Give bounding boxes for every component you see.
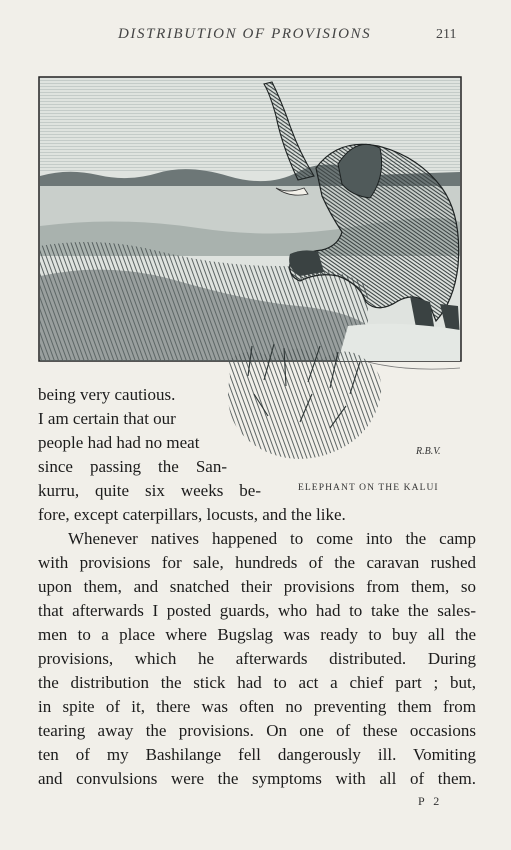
elephant-illustration	[38, 76, 466, 466]
text-line: ten of my Bashilange fell dangerously ill. Vomiting	[38, 745, 476, 764]
text-line: upon them, and snatched their provisions from them, so	[38, 577, 476, 596]
text-line: since passing the San-	[38, 457, 227, 476]
text-line: tearing away the provisions. On one of these occasions	[38, 721, 476, 740]
page-number: 211	[436, 27, 457, 42]
text-line: I am certain that our	[38, 409, 176, 428]
illustration-caption: ELEPHANT ON THE KALUI	[298, 483, 439, 493]
text-line: men to a place where Bugslag was ready to buy all the	[38, 625, 476, 644]
text-line: that afterwards I posted guards, who had to take the sales-	[38, 601, 476, 620]
text-line: being very cautious.	[38, 385, 176, 404]
signature-mark: P 2	[418, 794, 443, 808]
text-line: people had had no meat	[38, 433, 200, 452]
text-line: provisions, which he afterwards distributed. During	[38, 649, 476, 668]
running-title: DISTRIBUTION OF PROVISIONS	[118, 26, 372, 42]
text-line: the distribution the stick had to act a chief part ; but,	[38, 673, 476, 692]
text-line: in spite of it, there was often no preventing them from	[38, 697, 476, 716]
text-line: fore, except caterpillars, locusts, and the like.	[38, 505, 346, 524]
text-line: with provisions for sale, hundreds of the caravan rushed	[38, 553, 476, 572]
running-head	[0, 26, 511, 46]
paragraph-first-line: Whenever natives happened to come into the camp	[68, 529, 476, 548]
text-line: kurru, quite six weeks be-	[38, 481, 261, 500]
artist-signature: R.B.V.	[416, 446, 441, 457]
text-line: and convulsions were the symptoms with all of them.	[38, 769, 476, 788]
